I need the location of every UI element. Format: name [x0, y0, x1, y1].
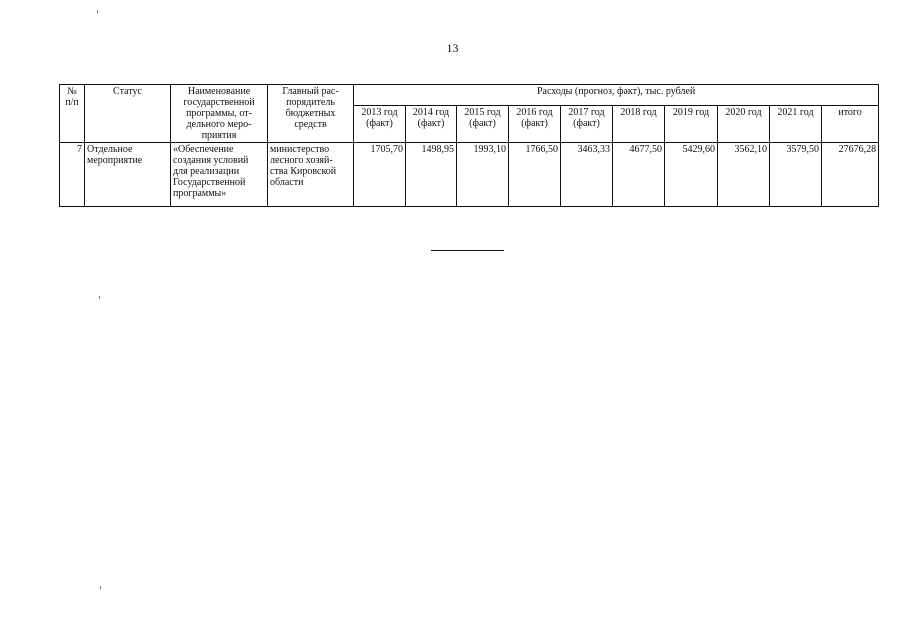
header-year: 2014 год (факт): [406, 105, 457, 142]
row-status: Отдельное мероприятие: [85, 143, 171, 207]
header-year: 2017 год (факт): [561, 105, 613, 142]
header-row-1: [60, 85, 879, 106]
header-year: 2020 год: [718, 105, 770, 142]
row-value-2018: 4677,50: [613, 143, 665, 207]
header-year: 2021 год: [770, 105, 822, 142]
scan-speck: [99, 296, 100, 299]
scan-speck: [100, 586, 101, 589]
row-num: 7: [60, 143, 85, 207]
row-value-2020: 3562,10: [718, 143, 770, 207]
row-value-2019: 5429,60: [665, 143, 718, 207]
header-expenses-group: Расходы (прогноз, факт), тыс. рублей: [354, 85, 879, 106]
row-value-2015: 1993,10: [457, 143, 509, 207]
header-program-name: Наименование государственной программы, от- дельного меро- приятия: [171, 85, 268, 143]
header-year: 2019 год: [665, 105, 718, 142]
row-total: 27676,28: [822, 143, 879, 207]
page-number: 13: [446, 41, 459, 55]
row-value-2014: 1498,95: [406, 143, 457, 207]
table-row: [60, 143, 879, 207]
row-value-2017: 3463,33: [561, 143, 613, 207]
row-value-2021: 3579,50: [770, 143, 822, 207]
row-budget-owner: министерство лесного хозяй- ства Кировской области: [268, 143, 354, 207]
header-total: итого: [822, 105, 879, 142]
header-status: Статус: [85, 85, 171, 143]
row-value-2013: 1705,70: [354, 143, 406, 207]
header-year: 2016 год (факт): [509, 105, 561, 142]
row-program-name: «Обеспечение создания условий для реализации Государственной программы»: [171, 143, 268, 207]
section-divider: [431, 250, 504, 251]
row-value-2016: 1766,50: [509, 143, 561, 207]
header-budget-owner: Главный рас- порядитель бюджетных средств: [268, 85, 354, 143]
expenses-table: [59, 84, 879, 207]
scan-speck: [97, 10, 98, 13]
header-year: 2015 год (факт): [457, 105, 509, 142]
header-num: № п/п: [60, 85, 85, 143]
header-year: 2018 год: [613, 105, 665, 142]
header-year: 2013 год (факт): [354, 105, 406, 142]
